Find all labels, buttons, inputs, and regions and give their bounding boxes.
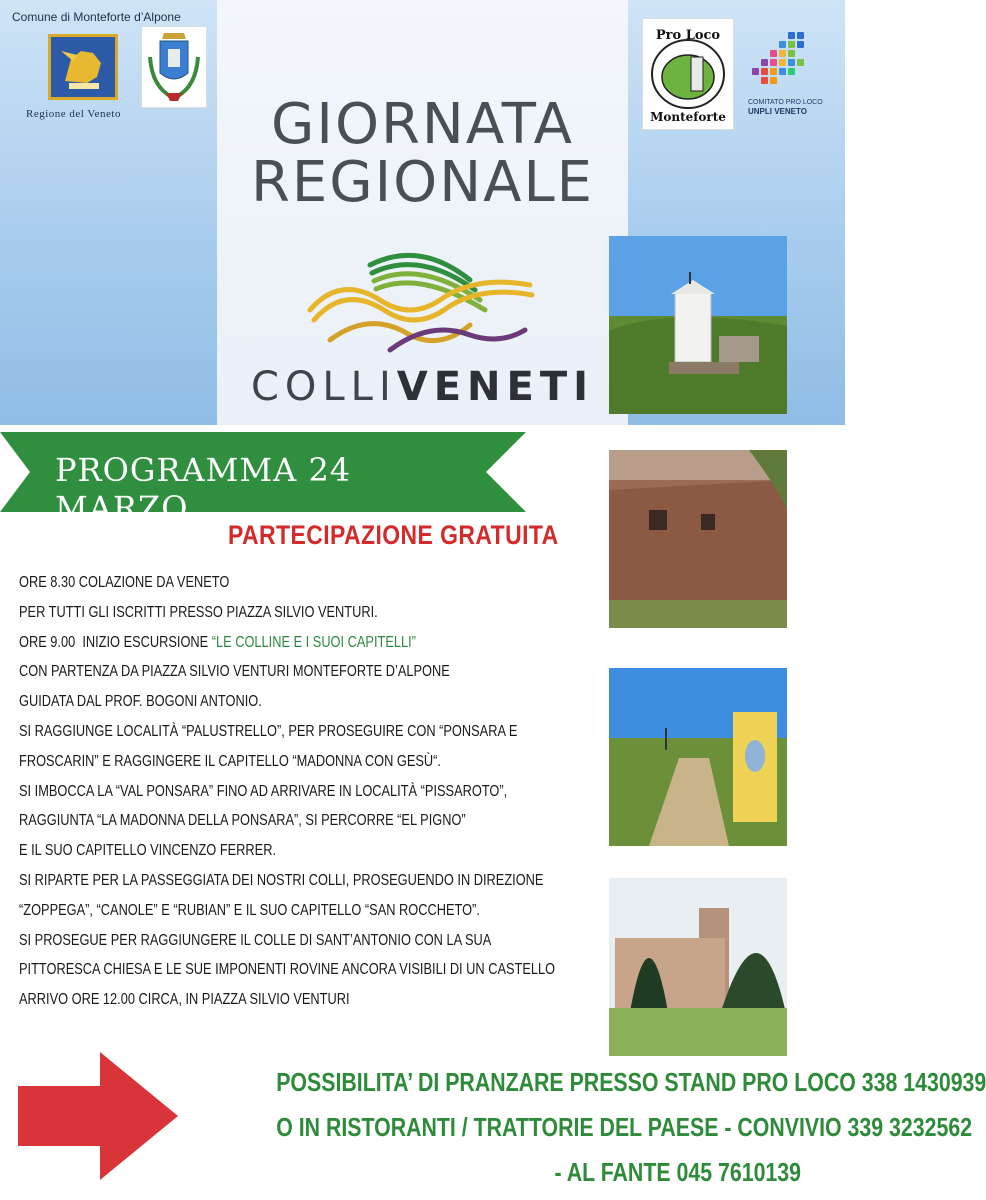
program-line: ARRIVO ORE 12.00 CIRCA, IN PIAZZA SILVIO VENTURI [19,991,350,1009]
program-line: GUIDATA DAL PROF. BOGONI ANTONIO. [19,693,262,711]
coat-of-arms-icon [142,27,206,107]
event-title-line2: REGIONALE [250,150,595,215]
program-line: PITTORESCA CHIESA E LE SUE IMPONENTI ROVINE ANCORA VISIBILI DI UN CASTELLO [19,961,556,979]
arrow-right-icon [18,1052,178,1180]
free-participation-label: PARTECIPAZIONE GRATUITA [228,520,559,550]
brand-word-light: COLLI [250,364,397,410]
proloco-logo [642,18,734,130]
colli-veneti-wordmark [217,364,628,410]
program-line: “ZOPPEGA”, “CANOLE” E “RUBIAN” E IL SUO CAPITELLO “SAN ROCCHETO”. [19,901,480,919]
program-line: SI RIPARTE PER LA PASSEGGIATA DEI NOSTRI COLLI, PROSEGUENDO IN DIREZIONE [19,871,544,889]
program-line-text: ORE 9.00 INIZIO ESCURSIONE [19,633,212,651]
program-date-heading: PROGRAMMA 24 MARZO [55,451,352,527]
proloco-name-top: Pro Loco [655,28,721,43]
lunch-info-line1: POSSIBILITA’ DI PRANZARE PRESSO STAND PRO LOCO 338 1430939 [276,1067,986,1097]
lunch-info [161,1060,986,1195]
lunch-info-line3: - AL FANTE 045 7610139 [554,1157,801,1187]
program-line [19,628,487,658]
colli-veneti-brand-icon [300,240,540,355]
program-line: PER TUTTI GLI ISCRITTI PRESSO PIAZZA SILVIO VENTURI. [19,603,378,621]
proloco-emblem-icon [643,19,733,129]
church-image [609,878,787,1056]
shrine-photo-image [609,236,787,414]
program-line: RAGGIUNTA “LA MADONNA DELLA PONSARA”, SI PERCORRE “EL PIGNO” [19,812,466,830]
brick-wall-image [609,450,787,628]
program-description [19,568,604,1015]
program-line: ORE 8.30 COLAZIONE DA VENETO [19,574,230,591]
program-line: SI IMBOCCA LA “VAL PONSARA” FINO AD ARRIVARE IN LOCALITÀ “PISSAROTO”, [19,782,508,800]
program-line: CON PARTENZA DA PIAZZA SILVIO VENTURI MONTEFORTE D’ALPONE [19,663,450,681]
program-line: FROSCARIN” E RAGGINGERE IL CAPITELLO “MADONNA CON GESÙ“. [19,752,441,770]
brand-word-bold: VENETI [396,364,595,410]
unpli-label-line2: UNPLI VENETO [748,107,807,116]
comune-stemma-logo [141,26,207,108]
lion-icon [51,37,115,97]
program-line: E IL SUO CAPITELLO VINCENZO FERRER. [19,842,276,860]
sant-antonio-church-photo [609,878,787,1056]
regione-label: Regione del Veneto [26,108,121,120]
regione-veneto-logo [48,34,118,100]
program-line: SI PROSEGUE PER RAGGIUNGERE IL COLLE DI SANT’ANTONIO CON LA SUA [19,931,492,949]
unpli-label [748,98,828,116]
ruin-wall-photo [609,450,787,628]
unpli-label-line1: COMITATO PRO LOCO [748,99,823,106]
program-line: SI RAGGIUNGE LOCALITÀ “PALUSTRELLO”, PER PROSEGUIRE CON “PONSARA E [19,722,518,740]
capitello-photo [609,236,787,414]
excursion-title: “LE COLLINE E I SUOI CAPITELLI” [211,633,416,651]
unpli-mosaic-icon [748,30,818,94]
madonna-ponsara-photo [609,668,787,846]
comune-label: Comune di Monteforte d’Alpone [12,10,181,24]
yellow-shrine-image [609,668,787,846]
proloco-name-bottom: Monteforte [650,110,726,124]
event-title-line1: GIORNATA [271,92,574,157]
lunch-info-line2: O IN RISTORANTI / TRATTORIE DEL PAESE - CONVIVIO 339 3232562 [276,1112,973,1142]
